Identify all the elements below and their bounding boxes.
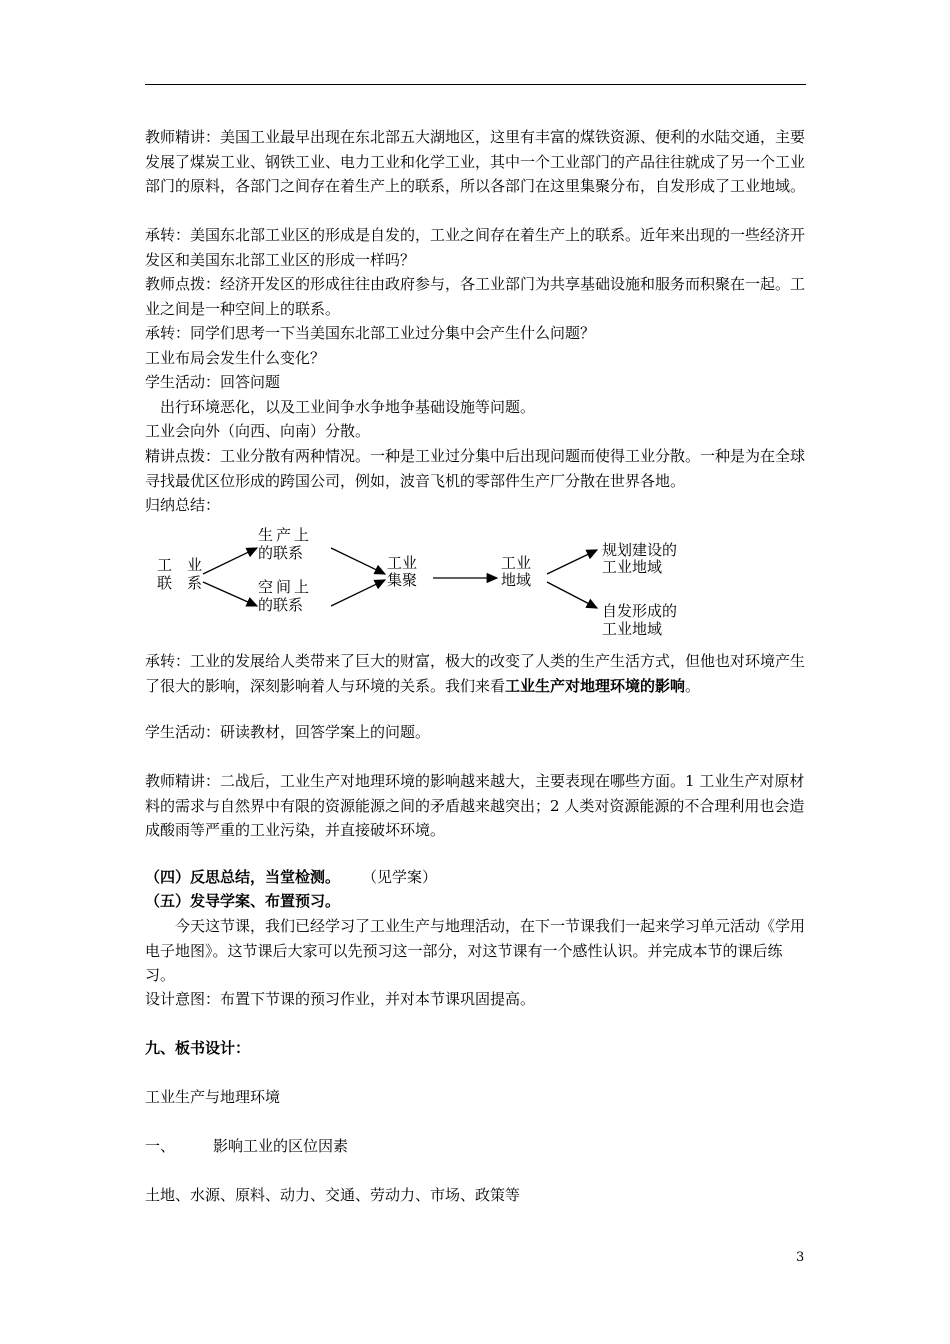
- board-item-one-number: 一、: [145, 1137, 176, 1155]
- paragraph-summary-label: 归纳总结：: [145, 496, 221, 514]
- heading-reflection-text: （四）反思总结，当堂检测。: [145, 868, 341, 886]
- paragraph-answer-problems: 出行环境恶化，以及工业间争水争地争基础设施等问题。: [160, 398, 536, 416]
- label-production-link-1: 生产上: [258, 526, 313, 544]
- board-factors: 土地、水源、原料、动力、交通、劳动力、市场、政策等: [145, 1186, 521, 1204]
- label-agglomeration-1: 工业: [387, 554, 418, 572]
- label-spatial-link-1: 空间上: [258, 578, 313, 596]
- label-production-link-2: 的联系: [258, 544, 304, 562]
- paragraph-student-reading: 学生活动：研读教材，回答学案上的问题。: [145, 723, 431, 741]
- arrow-production-to-agglomeration: [331, 548, 385, 574]
- paragraph-lecture-dispersal: 精讲点拨：工业分散有两种情况。一种是工业过分集中后出现问题而使得工业分散。一种是为在全球寻找最优区位形成的跨国公司，例如，波音飞机的零部件生产厂分散在世界各地。: [145, 447, 806, 490]
- board-item-one-text: 影响工业的区位因素: [213, 1137, 349, 1155]
- heading-board-design: 九、板书设计：: [145, 1039, 251, 1057]
- transition-environment-end: 。: [685, 676, 701, 695]
- paragraph-teacher-lecture: 教师精讲：美国工业最早出现在东北部五大湖地区，这里有丰富的煤铁资源、便利的水陆交通，主要发展了煤炭工业、钢铁工业、电力工业和化学工业，其中一个工业部门的产品往往就成了另一个工业部门的原料，各部门之间存在着生产上的联系，所以各部门在这里集聚分布，自发形成了工业地域。: [145, 128, 806, 195]
- label-planned-region-2: 工业地域: [602, 558, 663, 576]
- heading-reflection: [145, 865, 810, 890]
- paragraph-layout-question: 工业布局会发生什么变化？: [145, 349, 326, 367]
- paragraph-transition: 承转：美国东北部工业区的形成是自发的，工业之间存在着生产上的联系。近年来出现的一些经济开发区和美国东北部工业区的形成一样吗？: [145, 226, 806, 269]
- transition-environment-text: 承转：工业的发展给人类带来了巨大的财富，极大的改变了人类的生产生活方式，但他也对环境产生了很大的影响，深刻影响着人与环境的关系。我们来看: [145, 652, 806, 695]
- paragraph-design-intent: 设计意图：布置下节课的预习作业，并对本节课巩固提高。: [145, 990, 536, 1008]
- label-industry-linkage-2: 联 系: [157, 574, 203, 592]
- arrow-to-planned-region: [547, 550, 597, 574]
- paragraph-transition-environment: [145, 649, 810, 698]
- label-industrial-region-1: 工业: [501, 554, 532, 572]
- arrow-to-spontaneous-region: [547, 582, 597, 608]
- label-spatial-link-2: 的联系: [258, 596, 304, 614]
- label-industry-linkage-1: 工 业: [157, 556, 203, 574]
- arrow-to-production-link: [203, 548, 257, 574]
- industry-linkage-diagram: [145, 524, 705, 644]
- header-rule: [145, 84, 806, 85]
- paragraph-teacher-hint: 教师点拨：经济开发区的形成往往由政府参与，各工业部门为共享基础设施和服务而积聚在一起。工业之间是一种空间上的联系。: [145, 275, 806, 318]
- label-agglomeration-2: 集聚: [387, 571, 418, 589]
- board-item-one: [145, 1134, 810, 1159]
- paragraph-lecture-postwar: 教师精讲：二战后，工业生产对地理环境的影响越来越大，主要表现在哪些方面。1 工业生产对原材料的需求与自然界中有限的资源能源之间的矛盾越来越突出；2 人类对资源能源的不合理利用也会造成酸雨等严重的工业污染，并直接破坏环境。: [145, 772, 805, 839]
- paragraph-answer-dispersal: 工业会向外（向西、向南）分散。: [145, 422, 371, 440]
- transition-environment-emphasis: 工业生产对地理环境的影响: [505, 676, 686, 695]
- arrow-to-spatial-link: [203, 582, 257, 606]
- label-spontaneous-region-1: 自发形成的: [602, 602, 678, 620]
- paragraph-closing: 今天这节课，我们已经学习了工业生产与地理活动，在下一节课我们一起来学习单元活动《学用电子地图》。这节课后大家可以先预习这一部分，对这节课有一个感性认识。并完成本节的课后练习。: [145, 917, 806, 984]
- label-industrial-region-2: 地域: [501, 571, 532, 589]
- paragraph-student-activity: 学生活动：回答问题: [145, 373, 281, 391]
- board-title: 工业生产与地理环境: [145, 1088, 281, 1106]
- heading-preview: （五）发导学案、布置预习。: [145, 892, 341, 910]
- label-spontaneous-region-2: 工业地域: [602, 620, 663, 638]
- paragraph-transition-question: 承转：同学们思考一下当美国东北部工业过分集中会产生什么问题？: [145, 324, 596, 342]
- label-planned-region-1: 规划建设的: [602, 541, 678, 559]
- heading-reflection-note: （见学案）: [362, 868, 438, 886]
- arrow-spatial-to-agglomeration: [331, 580, 385, 606]
- page-number: 3: [796, 1250, 805, 1265]
